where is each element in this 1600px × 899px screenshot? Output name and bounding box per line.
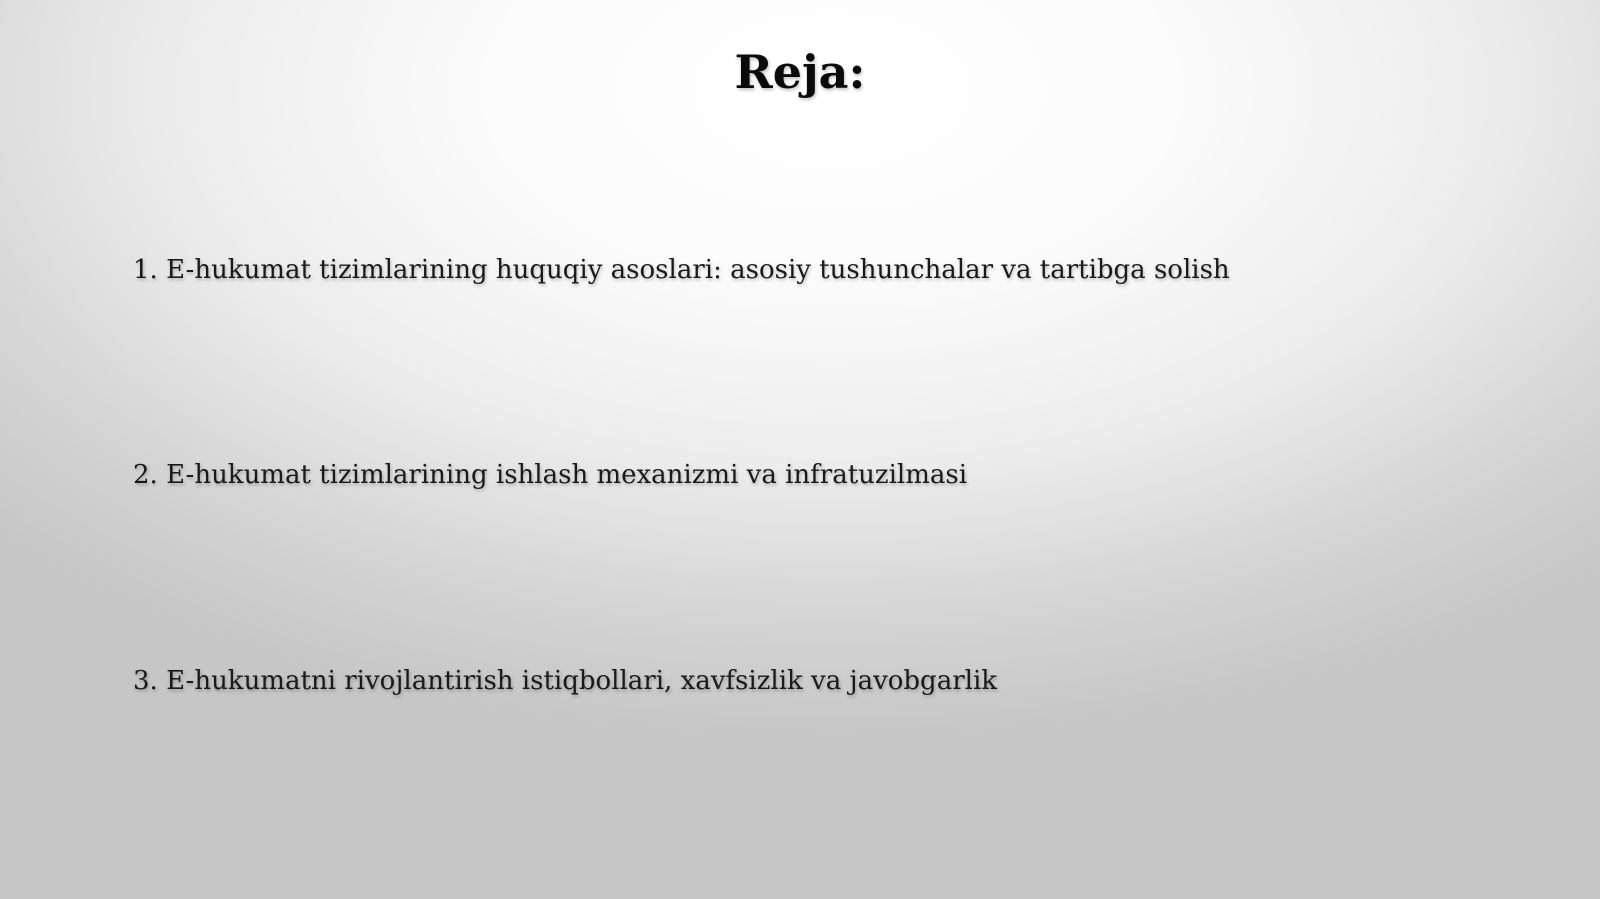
slide-title: Reja: [734,45,866,99]
agenda-item-3: 3. E-hukumatni rivojlantirish istiqbollari, xavfsizlik va javobgarlik [133,666,998,696]
agenda-item-2: 2. E-hukumat tizimlarining ishlash mexanizmi va infratuzilmasi [133,460,968,490]
agenda-item-1: 1. E-hukumat tizimlarining huquqiy asoslari: asosiy tushunchalar va tartibga solish [133,255,1230,285]
